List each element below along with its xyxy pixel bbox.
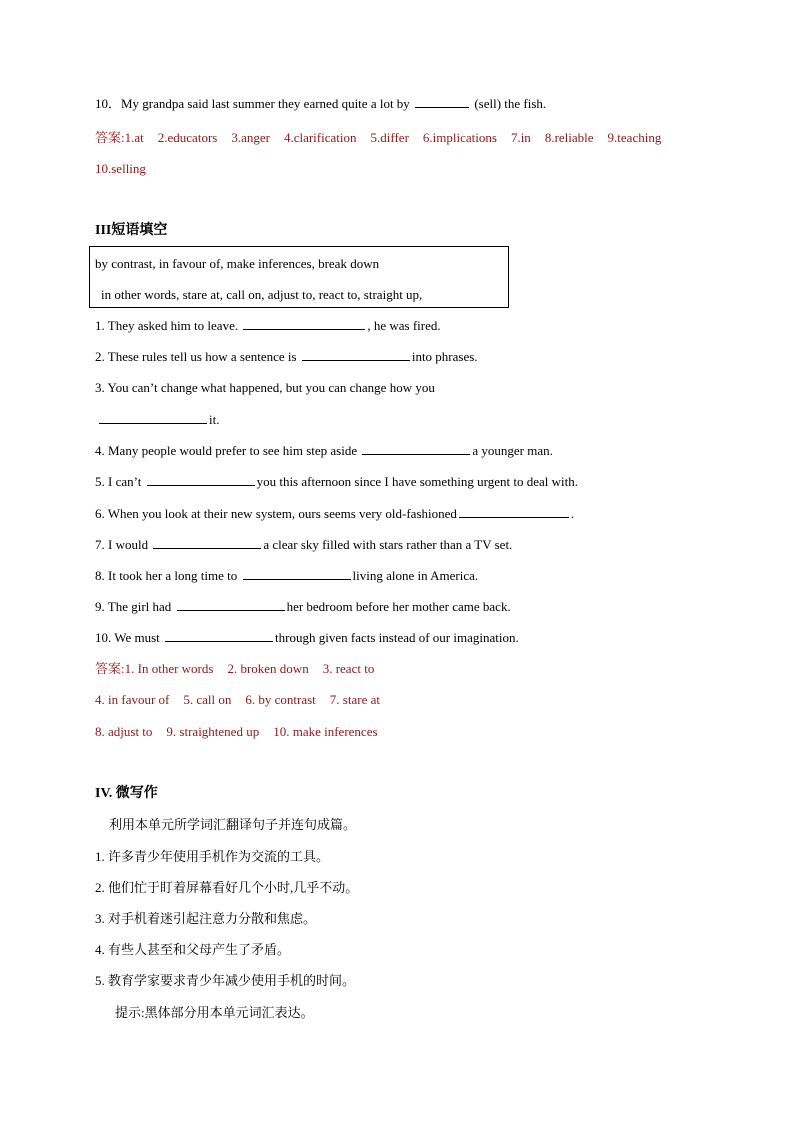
question-1: 1. They asked him to leave. , he was fired.	[95, 318, 441, 333]
answer-blank[interactable]	[415, 106, 469, 108]
answer-blank[interactable]	[459, 516, 569, 518]
question-5: 5. I can’t you this afternoon since I have something urgent to deal with.	[95, 474, 579, 489]
answer-blank[interactable]	[177, 609, 285, 611]
question-3-line-2: it.	[95, 412, 219, 428]
question-6: 6. When you look at their new system, ours seems very old-fashioned .	[95, 506, 575, 521]
answer-blank[interactable]	[243, 578, 351, 580]
answer-blank[interactable]	[99, 422, 207, 424]
section-4-item-3: 3. 对手机着迷引起注意力分散和焦虑。	[95, 911, 317, 926]
section-4-intro: 利用本单元所学词汇翻译句子并连句成篇。	[109, 817, 357, 832]
question-7: 7. I would a clear sky filled with stars rather than a TV set.	[95, 537, 513, 552]
prev-question-10: 10．My grandpa said last summer they earned quite a lot by (sell) the fish.	[95, 96, 547, 111]
section-3-answers-line-3: 8. adjust to 9. straightened up 10. make inferences	[95, 724, 378, 739]
question-8: 8. It took her a long time to living alone in America.	[95, 568, 479, 583]
answer-blank[interactable]	[243, 328, 365, 330]
section-3-title: III短语填空	[95, 223, 168, 238]
answer-blank[interactable]	[147, 484, 255, 486]
answer-blank[interactable]	[362, 453, 470, 455]
question-9: 9. The girl had her bedroom before her mother came back.	[95, 599, 511, 614]
section-4-hint: 提示:黑体部分用本单元词汇表达。	[115, 1005, 314, 1020]
section-3-answers-line-2: 4. in favour of 5. call on 6. by contrast 7. stare at	[95, 692, 380, 707]
section-4-item-4: 4. 有些人甚至和父母产生了矛盾。	[95, 942, 291, 957]
question-10: 10. We must through given facts instead of our imagination.	[95, 630, 519, 645]
prev-answers-line-2: 10.selling	[95, 161, 146, 176]
prev-answers-line-1: 答案:1.at 2.educators 3.anger 4.clarification 5.differ 6.implications 7.in 8.reliable 9.teaching	[95, 130, 662, 145]
question-2: 2. These rules tell us how a sentence is into phrases.	[95, 349, 478, 364]
section-4-title: IV. 微写作	[95, 786, 158, 801]
section-4-item-1: 1. 许多青少年使用手机作为交流的工具。	[95, 849, 330, 864]
answer-blank[interactable]	[165, 640, 273, 642]
section-4-item-2: 2. 他们忙于盯着屏幕看好几个小时,几乎不动。	[95, 880, 359, 895]
phrase-bank-line-2: in other words, stare at, call on, adjust to, react to, straight up,	[101, 287, 423, 302]
answer-blank[interactable]	[302, 359, 410, 361]
question-3-line-1: 3. You can’t change what happened, but you can change how you	[95, 380, 435, 395]
question-4: 4. Many people would prefer to see him step aside a younger man.	[95, 443, 553, 458]
section-4-item-5: 5. 教育学家要求青少年减少使用手机的时间。	[95, 973, 356, 988]
section-3-answers-line-1: 答案:1. In other words 2. broken down 3. react to	[95, 661, 375, 676]
answer-blank[interactable]	[153, 547, 261, 549]
phrase-bank-line-1: by contrast, in favour of, make inferences, break down	[95, 256, 380, 271]
